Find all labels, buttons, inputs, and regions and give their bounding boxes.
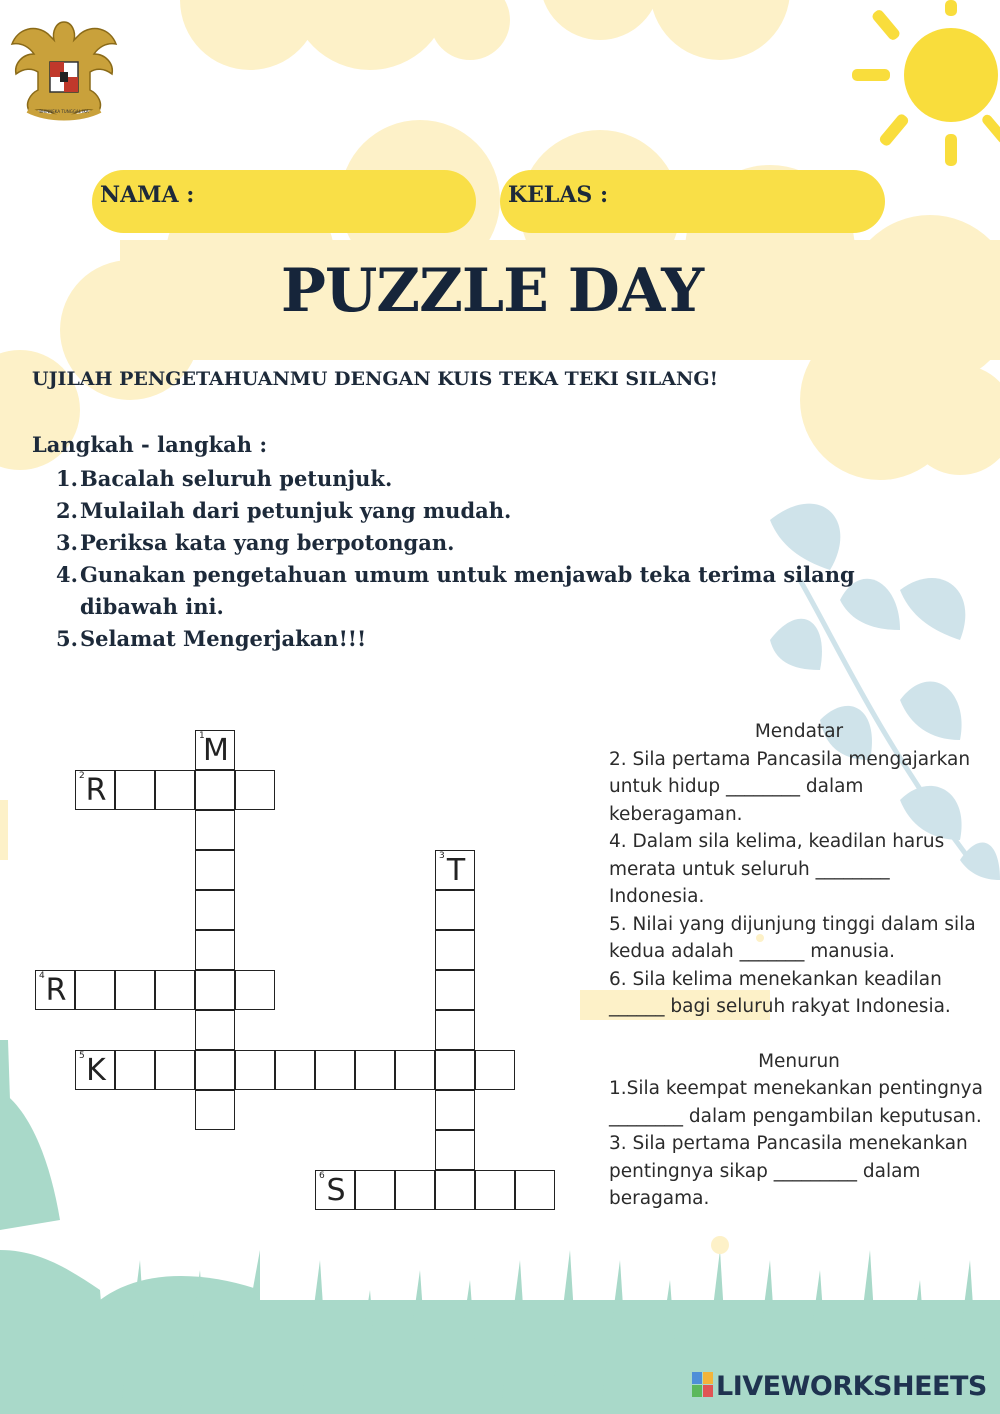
- steps-list: [56, 463, 916, 655]
- kelas-input[interactable]: [622, 184, 861, 220]
- nama-field-container: [92, 170, 476, 233]
- step-number: 4.: [56, 562, 78, 587]
- cell-input[interactable]: [438, 1013, 472, 1047]
- crossword-cell[interactable]: [155, 970, 195, 1010]
- step-text: Bacalah seluruh petunjuk.: [80, 466, 393, 491]
- cell-input[interactable]: [238, 1053, 272, 1087]
- emblem-motto: BHINNEKA TUNGGAL IKA: [39, 109, 89, 114]
- clue-number: 3: [439, 851, 445, 861]
- down-clue: 1.Sila keempat menekankan pentingnya ________ dalam pengambilan keputusan.: [609, 1078, 983, 1127]
- cell-input[interactable]: [198, 853, 232, 887]
- step-text: Periksa kata yang berpotongan.: [80, 530, 455, 555]
- clues-panel: [609, 718, 989, 1213]
- given-letter: T: [446, 853, 466, 888]
- cell-input[interactable]: [438, 1093, 472, 1127]
- crossword-cell[interactable]: [155, 770, 195, 810]
- cell-input[interactable]: [358, 1173, 392, 1207]
- kelas-field-container: [500, 170, 885, 233]
- step-text: Gunakan pengetahuan umum untuk menjawab teka terima silang dibawah ini.: [80, 562, 855, 619]
- step-number: 2.: [56, 498, 78, 523]
- cell-input[interactable]: [358, 1053, 392, 1087]
- crossword-cell[interactable]: [435, 890, 475, 930]
- crossword-cell[interactable]: [195, 810, 235, 850]
- crossword-cell: [35, 970, 75, 1010]
- cell-input[interactable]: [398, 1053, 432, 1087]
- cell-input[interactable]: [278, 1053, 312, 1087]
- liveworksheets-logo-icon: [692, 1372, 714, 1398]
- step-text: Mulailah dari petunjuk yang mudah.: [80, 498, 512, 523]
- cell-input[interactable]: [518, 1173, 552, 1207]
- crossword-cell[interactable]: [435, 970, 475, 1010]
- page-title: PUZZLE DAY: [280, 256, 704, 326]
- crossword-cell[interactable]: [195, 1050, 235, 1090]
- crossword-cell: [315, 1170, 355, 1210]
- kelas-label: KELAS :: [508, 182, 609, 208]
- down-heading: Menurun: [758, 1050, 840, 1072]
- cell-input[interactable]: [158, 973, 192, 1007]
- clue-number: 1: [199, 731, 205, 741]
- cell-input[interactable]: [318, 1053, 352, 1087]
- cell-input[interactable]: [158, 773, 192, 807]
- step-number: 5.: [56, 626, 78, 651]
- cell-input[interactable]: [198, 1013, 232, 1047]
- cell-input[interactable]: [438, 973, 472, 1007]
- crossword-cell[interactable]: [435, 1010, 475, 1050]
- crossword-cell[interactable]: [195, 1090, 235, 1130]
- cell-input[interactable]: [438, 933, 472, 967]
- crossword-cell[interactable]: [195, 1010, 235, 1050]
- cell-input[interactable]: [478, 1053, 512, 1087]
- cell-input[interactable]: [478, 1173, 512, 1207]
- logo-text: LIVEWORKSHEETS: [716, 1371, 987, 1402]
- cell-input[interactable]: [398, 1173, 432, 1207]
- sun-icon: [852, 0, 1000, 166]
- step-item: [56, 623, 916, 655]
- crossword-cell[interactable]: [235, 970, 275, 1010]
- steps-heading: Langkah - langkah :: [32, 432, 268, 457]
- cell-input[interactable]: [198, 1053, 232, 1087]
- crossword-cell[interactable]: [435, 1090, 475, 1130]
- cell-input[interactable]: [238, 973, 272, 1007]
- across-clue: 5. Nilai yang dijunjung tinggi dalam sila kedua adalah _______ manusia.: [609, 913, 976, 962]
- crossword-cell[interactable]: [195, 770, 235, 810]
- across-clue: 6. Sila kelima menekankan keadilan ______ bagi seluruh rakyat Indonesia.: [609, 968, 951, 1017]
- across-heading: Mendatar: [754, 721, 844, 742]
- clue-number: 4: [39, 971, 45, 981]
- subtitle: UJILAH PENGETAHUANMU DENGAN KUIS TEKA TEKI SILANG!: [32, 368, 718, 390]
- cell-input[interactable]: [198, 1093, 232, 1127]
- step-text: Selamat Mengerjakan!!!: [80, 626, 367, 651]
- cell-input[interactable]: [118, 1053, 152, 1087]
- spacer: [609, 1021, 989, 1048]
- crossword-cell[interactable]: [475, 1050, 515, 1090]
- nama-input[interactable]: [210, 184, 452, 220]
- given-letter: R: [85, 773, 107, 808]
- crossword-cell[interactable]: [75, 970, 115, 1010]
- crossword-cell[interactable]: [435, 1130, 475, 1170]
- crossword-cell[interactable]: [395, 1170, 435, 1210]
- cell-input[interactable]: [438, 1133, 472, 1167]
- crossword-cell[interactable]: [475, 1170, 515, 1210]
- crossword-cell[interactable]: [355, 1050, 395, 1090]
- crossword-cell: [75, 1050, 115, 1090]
- crossword-cell[interactable]: [395, 1050, 435, 1090]
- given-letter: K: [86, 1053, 106, 1088]
- cell-input[interactable]: [198, 773, 232, 807]
- cell-input[interactable]: [198, 813, 232, 847]
- clue-number: 5: [79, 1051, 85, 1061]
- across-clue: 2. Sila pertama Pancasila mengajarkan untuk hidup ________ dalam keberagaman.: [609, 748, 971, 825]
- crossword-cell: [75, 770, 115, 810]
- cell-input[interactable]: [118, 973, 152, 1007]
- crossword-cell[interactable]: [115, 1050, 155, 1090]
- given-letter: M: [203, 733, 229, 768]
- crossword-cell[interactable]: [115, 970, 155, 1010]
- cloud-top: [180, 0, 790, 70]
- step-number: 1.: [56, 466, 78, 491]
- crossword-cell[interactable]: [275, 1050, 315, 1090]
- crossword-cell[interactable]: [515, 1170, 555, 1210]
- crossword-cell[interactable]: [195, 850, 235, 890]
- step-item: [56, 527, 916, 559]
- crossword-cell[interactable]: [315, 1050, 355, 1090]
- step-item: [56, 463, 916, 495]
- crossword-cell[interactable]: [195, 890, 235, 930]
- cell-input[interactable]: [438, 893, 472, 927]
- liveworksheets-logo: [692, 1371, 987, 1402]
- crossword-cell[interactable]: [155, 1050, 195, 1090]
- crossword-cell[interactable]: [355, 1170, 395, 1210]
- cell-input[interactable]: [198, 933, 232, 967]
- crossword-cell[interactable]: [115, 770, 155, 810]
- crossword-cell[interactable]: [235, 770, 275, 810]
- crossword-cell[interactable]: [435, 930, 475, 970]
- crossword-cell[interactable]: [435, 1050, 475, 1090]
- crossword-cell[interactable]: [435, 1170, 475, 1210]
- nama-label: NAMA :: [100, 182, 195, 208]
- cell-input[interactable]: [438, 1053, 472, 1087]
- crossword-cell: [195, 730, 235, 770]
- cell-input[interactable]: [238, 773, 272, 807]
- garuda-emblem-icon: [8, 14, 120, 124]
- clue-number: 6: [319, 1171, 325, 1181]
- crossword-cell: [435, 850, 475, 890]
- down-clue: 3. Sila pertama Pancasila menekankan pentingnya sikap _________ dalam beragama.: [609, 1133, 968, 1209]
- clue-number: 2: [79, 771, 85, 781]
- cell-input[interactable]: [438, 1173, 472, 1207]
- step-item: [56, 559, 916, 623]
- crossword-cell[interactable]: [235, 1050, 275, 1090]
- cell-input[interactable]: [118, 773, 152, 807]
- across-clue: 4. Dalam sila kelima, keadilan harus merata untuk seluruh ________ Indonesia.: [609, 831, 945, 907]
- cell-input[interactable]: [78, 973, 112, 1007]
- step-number: 3.: [56, 530, 78, 555]
- crossword-cell[interactable]: [195, 930, 235, 970]
- cell-input[interactable]: [198, 973, 232, 1007]
- given-letter: S: [326, 1173, 346, 1208]
- given-letter: R: [45, 973, 67, 1008]
- crossword-cell[interactable]: [195, 970, 235, 1010]
- step-item: [56, 495, 916, 527]
- cell-input[interactable]: [198, 893, 232, 927]
- cell-input[interactable]: [158, 1053, 192, 1087]
